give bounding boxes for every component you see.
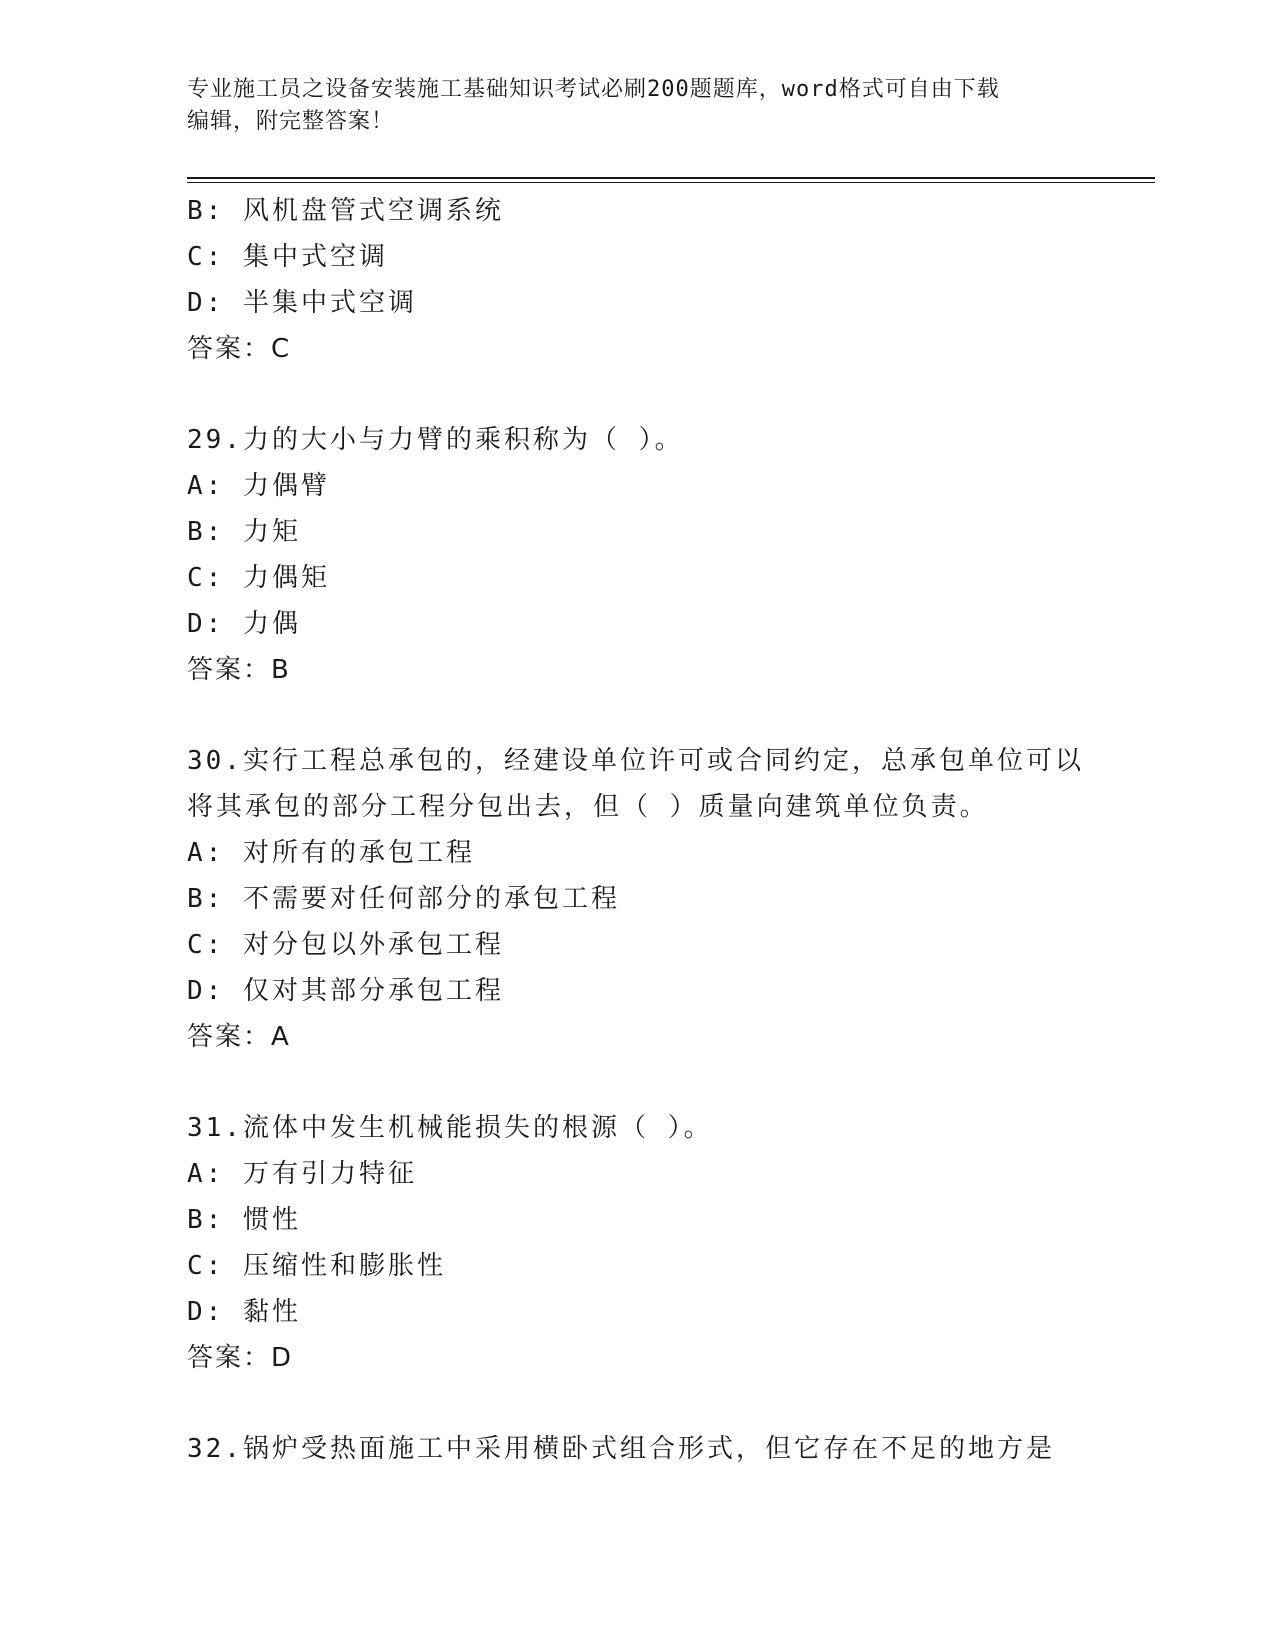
option-b: B: 力矩 [187, 517, 301, 547]
option-c: C: 压缩性和膨胀性 [187, 1251, 446, 1281]
option-b: B: 不需要对任何部分的承包工程 [187, 884, 620, 914]
question-text-line-1: 32.锅炉受热面施工中采用横卧式组合形式，但它存在不足的地方是 [187, 1434, 1055, 1464]
option-c: C: 对分包以外承包工程 [187, 930, 504, 960]
header-title-line-2: 编辑，附完整答案！ [187, 109, 395, 134]
spacer [187, 693, 1087, 738]
header-divider [187, 177, 1155, 179]
header-title-line-1: 专业施工员之设备安装施工基础知识考试必刷200题题库，word格式可自由下载 [187, 77, 1000, 102]
option-b: B: 惯性 [187, 1205, 301, 1235]
answer: 答案：B [187, 655, 291, 685]
answer: 答案：A [187, 1022, 291, 1052]
spacer [187, 1381, 1087, 1426]
option-d: D: 黏性 [187, 1297, 301, 1327]
question-list [187, 188, 1087, 1472]
question-32 [187, 1426, 1087, 1472]
option-b: B: 风机盘管式空调系统 [187, 196, 504, 226]
question-text: 29.力的大小与力臂的乘积称为（ ）。 [187, 425, 684, 455]
option-c: C: 力偶矩 [187, 563, 330, 593]
option-d: D: 半集中式空调 [187, 288, 417, 318]
spacer [187, 1060, 1087, 1105]
spacer [187, 372, 1087, 417]
question-28 [187, 188, 1087, 372]
option-a: A: 万有引力特征 [187, 1159, 417, 1189]
answer: 答案：D [187, 1343, 294, 1373]
question-text-line-1: 30.实行工程总承包的，经建设单位许可或合同约定，总承包单位可以 [187, 746, 1084, 776]
answer: 答案：C [187, 334, 292, 364]
question-text: 31.流体中发生机械能损失的根源（ ）。 [187, 1113, 713, 1143]
question-text-line-2: 将其承包的部分工程分包出去，但（ ）质量向建筑单位负责。 [187, 792, 989, 822]
header-divider-thin [187, 182, 1155, 183]
option-d: D: 仅对其部分承包工程 [187, 976, 504, 1006]
option-a: A: 力偶臂 [187, 471, 330, 501]
question-30 [187, 738, 1087, 1060]
document-header [187, 74, 1087, 138]
question-31 [187, 1105, 1087, 1381]
option-a: A: 对所有的承包工程 [187, 838, 475, 868]
option-c: C: 集中式空调 [187, 242, 388, 272]
question-29 [187, 417, 1087, 693]
option-d: D: 力偶 [187, 609, 301, 639]
